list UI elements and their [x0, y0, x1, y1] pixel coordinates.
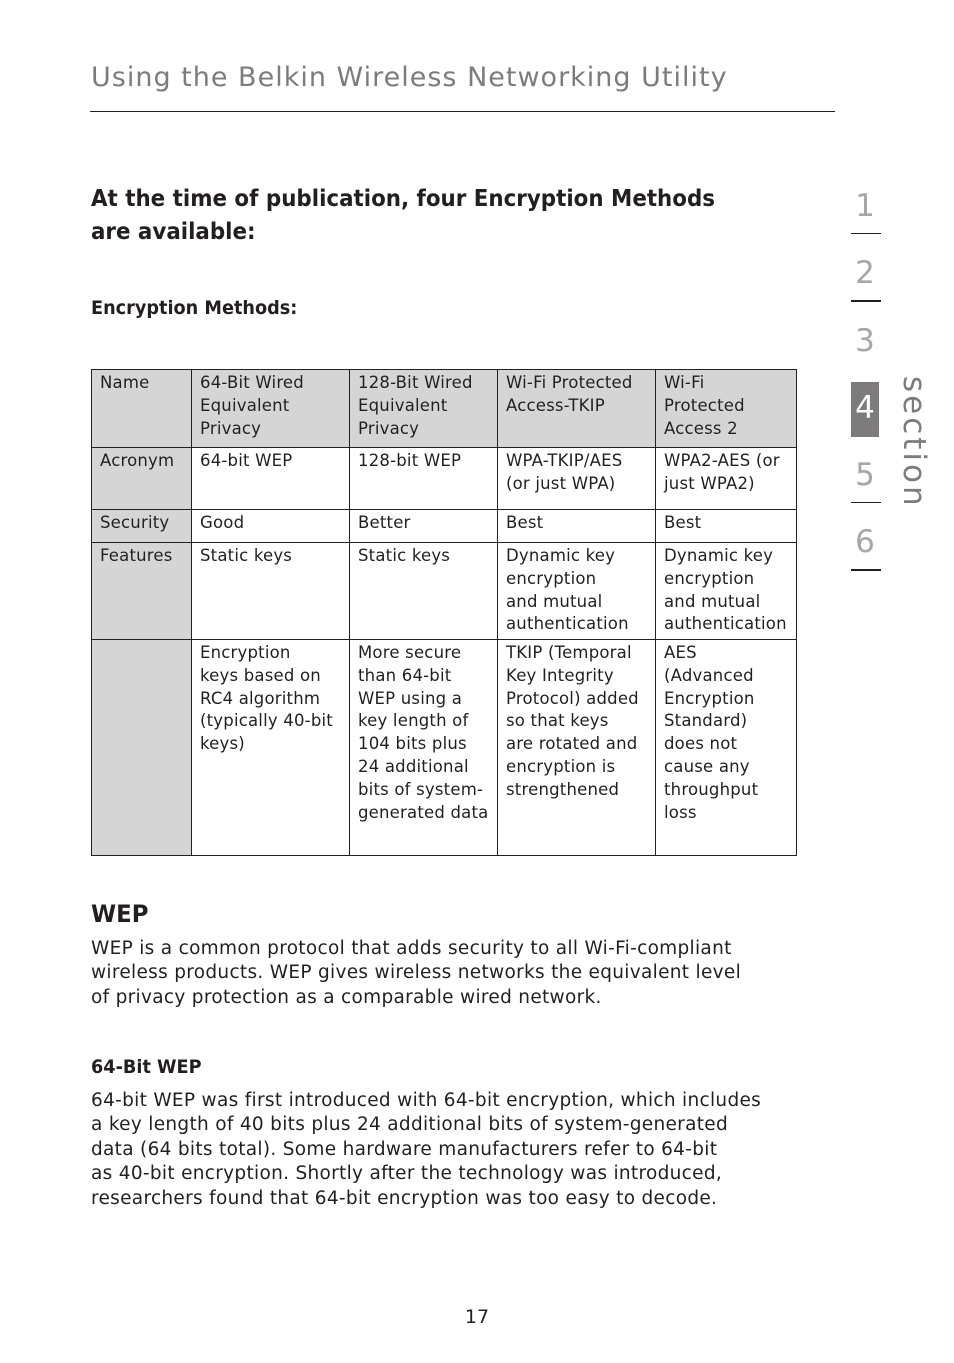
table-cell: Best [656, 510, 797, 543]
running-header-title: Using the Belkin Wireless Networking Utility [91, 62, 728, 93]
table-cell: 64-Bit Wired Equivalent Privacy [192, 370, 350, 448]
table-row-header [92, 640, 192, 856]
section-nav-item-2[interactable] [851, 247, 881, 314]
section-number: 6 [855, 524, 875, 561]
table-cell: Better [350, 510, 498, 543]
wep64-paragraph: 64-bit WEP was first introduced with 64-bit encryption, which includes a key length of 40 bits plus 24 additional bits of system-generated data (64 bits total). Some hardware manufacturers refer to 64-bit as 40-bit encryption. Shortly after the technology was introduced, researchers found that 64-bit encryption was too easy to decode. [91, 1090, 762, 1209]
section-number: 1 [855, 188, 875, 224]
table-row-header: Acronym [92, 448, 192, 510]
table-cell: 64-bit WEP [192, 448, 350, 510]
header-rule [90, 111, 835, 112]
table-row [92, 448, 797, 510]
table-cell: TKIP (Temporal Key Integrity Protocol) added so that keys are rotated and encryption is strengthened [498, 640, 656, 856]
table-row [92, 370, 797, 448]
section-nav-item-5[interactable] [851, 449, 881, 516]
table-cell: Encryption keys based on RC4 algorithm (typically 40-bit keys) [192, 640, 350, 856]
encryption-methods-heading: Encryption Methods: [91, 297, 298, 319]
table-cell: AES (Advanced Encryption Standard) does not cause any throughput loss [656, 640, 797, 856]
table-cell: WPA-TKIP/AES (or just WPA) [498, 448, 656, 510]
table-row-header: Security [92, 510, 192, 543]
table-cell: Static keys [350, 543, 498, 640]
section-nav-item-4-active[interactable] [851, 382, 881, 449]
section-divider [851, 300, 881, 302]
table-row [92, 543, 797, 640]
section-divider [851, 233, 881, 235]
section-nav-item-3[interactable] [851, 315, 881, 382]
table-cell: Wi-Fi Protected Access 2 [656, 370, 797, 448]
table-cell: Dynamic key encryption and mutual authentication [656, 543, 797, 640]
section-divider [851, 569, 881, 571]
table-row-header: Features [92, 543, 192, 640]
table-cell: Static keys [192, 543, 350, 640]
table-cell: Best [498, 510, 656, 543]
table-row [92, 510, 797, 543]
section-nav [851, 180, 881, 584]
section-divider [851, 502, 881, 504]
section-nav-item-6[interactable] [851, 516, 881, 583]
section-number: 2 [855, 255, 875, 292]
section-nav-item-1[interactable] [851, 180, 881, 247]
section-number: 4 [855, 389, 875, 426]
table-row-header: Name [92, 370, 192, 448]
page-number: 17 [464, 1306, 490, 1328]
encryption-methods-table [91, 369, 797, 856]
section-number: 3 [855, 322, 875, 359]
table-row [92, 640, 797, 856]
table-cell: Good [192, 510, 350, 543]
wep-paragraph: WEP is a common protocol that adds security to all Wi-Fi-compliant wireless products. WEP gives wireless networks the equivalent level of privacy protection as a comparable wired network. [91, 938, 742, 1008]
table-cell: Dynamic key encryption and mutual authentication [498, 543, 656, 640]
table-cell: 128-bit WEP [350, 448, 498, 510]
table-cell: 128-Bit Wired Equivalent Privacy [350, 370, 498, 448]
table-cell: Wi-Fi Protected Access-TKIP [498, 370, 656, 448]
section-label: section [896, 376, 932, 509]
page-heading: At the time of publication, four Encryption Methods are available: [91, 186, 716, 245]
table-cell: More secure than 64-bit WEP using a key length of 104 bits plus 24 additional bits of system- generated data [350, 640, 498, 856]
wep-heading: WEP [91, 900, 149, 928]
wep64-heading: 64-Bit WEP [91, 1056, 202, 1078]
table-cell: WPA2-AES (or just WPA2) [656, 448, 797, 510]
section-number: 5 [855, 457, 875, 494]
